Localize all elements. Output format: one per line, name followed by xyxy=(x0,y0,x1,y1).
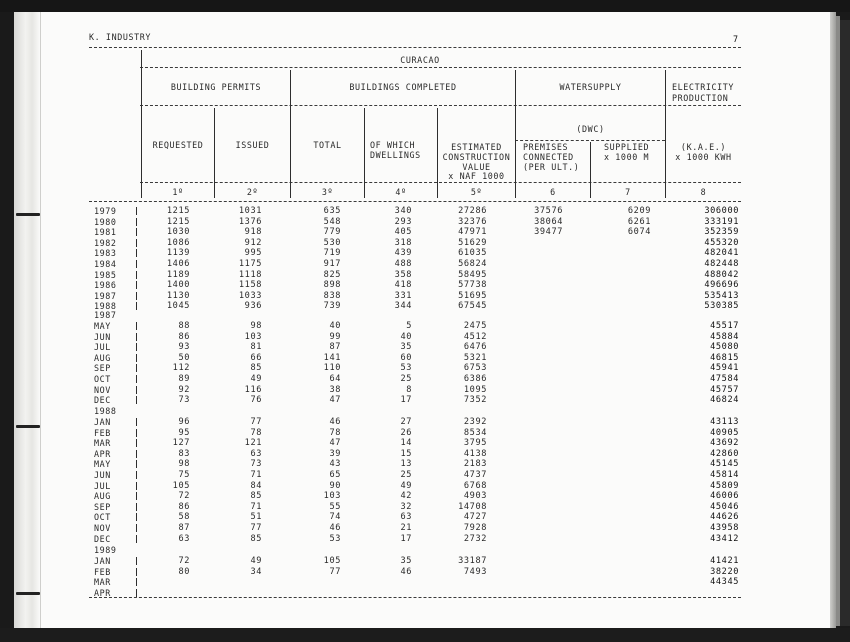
table-cell: 439 xyxy=(394,248,412,259)
scan-top-border xyxy=(0,0,850,12)
table-cell: 26 xyxy=(400,427,412,438)
table-cell: 112 xyxy=(172,363,190,374)
table-cell: 4737 xyxy=(463,470,487,480)
table-cell: 87 xyxy=(329,342,341,353)
row-divider xyxy=(136,589,137,597)
row-label: FEB xyxy=(94,566,111,577)
table-cell: 56824 xyxy=(458,259,487,269)
table-cell: 358 xyxy=(394,269,412,280)
table-cell: 27 xyxy=(400,417,412,427)
table-cell: 63 xyxy=(400,512,412,523)
binder-ring-icon xyxy=(16,425,40,428)
row-label: JUL xyxy=(94,342,111,353)
row-label: 1979 xyxy=(94,206,117,216)
table-cell: 333191 xyxy=(704,216,739,227)
col-number: 2º xyxy=(246,187,259,197)
row-label: OCT xyxy=(94,374,111,384)
row-label: NOV xyxy=(94,384,111,395)
table-cell: 1189 xyxy=(166,269,190,280)
col-header-x1000m: x 1000 M xyxy=(604,152,650,162)
block-year-label: 1987 xyxy=(94,310,117,320)
col-header-dwellings: DWELLINGS xyxy=(370,150,421,160)
table-cell: 8534 xyxy=(463,427,487,438)
row-label: 1982 xyxy=(94,237,117,248)
table-cell: 37576 xyxy=(534,206,563,216)
table-cell: 25 xyxy=(400,374,412,384)
table-cell: 63 xyxy=(178,533,190,544)
table-cell: 405 xyxy=(394,227,412,238)
table-cell: 14 xyxy=(400,438,412,449)
table-cell: 47 xyxy=(329,395,341,406)
table-cell: 78 xyxy=(329,427,341,438)
row-divider xyxy=(136,578,137,586)
scan-bottom-border xyxy=(0,628,850,642)
table-cell: 496696 xyxy=(704,280,739,291)
table-cell: 92 xyxy=(178,384,190,395)
table-cell: 105 xyxy=(323,556,341,566)
table-cell: 6768 xyxy=(463,480,487,491)
group-header-production: PRODUCTION xyxy=(672,93,729,103)
table-cell: 482448 xyxy=(704,259,739,269)
col-header-kae: (K.A.E.) xyxy=(680,142,727,152)
table-cell: 6476 xyxy=(463,342,487,353)
table-cell: 46 xyxy=(329,523,341,533)
table-cell: 1215 xyxy=(166,206,190,216)
table-cell: 50 xyxy=(178,352,190,363)
table-cell: 71 xyxy=(250,470,262,480)
table-cell: 548 xyxy=(323,216,341,227)
table-cell: 49 xyxy=(250,374,262,384)
table-cell: 81 xyxy=(250,342,262,353)
table-cell: 306000 xyxy=(704,206,739,216)
table-cell: 7493 xyxy=(463,566,487,577)
table-cell: 43113 xyxy=(710,417,739,427)
table-cell: 1215 xyxy=(166,216,190,227)
table-cell: 38 xyxy=(329,384,341,395)
table-cell: 42860 xyxy=(710,448,739,459)
row-label: FEB xyxy=(94,427,111,438)
table-cell: 4138 xyxy=(463,448,487,459)
binder-spine xyxy=(14,12,41,628)
table-cell: 58495 xyxy=(458,269,487,280)
table-cell: 1086 xyxy=(166,237,190,248)
table-cell: 1158 xyxy=(238,280,262,291)
table-cell: 42 xyxy=(400,491,412,502)
table-cell: 739 xyxy=(323,301,341,312)
table-cell: 49 xyxy=(250,556,262,566)
table-cell: 49 xyxy=(400,480,412,491)
group-header-building-permits: BUILDING PERMITS xyxy=(170,82,262,92)
table-cell: 6209 xyxy=(627,206,651,216)
row-label: 1984 xyxy=(94,259,117,269)
row-label: DEC xyxy=(94,533,111,544)
table-cell: 530385 xyxy=(704,301,739,312)
table-cell: 89 xyxy=(178,374,190,384)
table-cell: 99 xyxy=(329,331,341,342)
row-label: AUG xyxy=(94,352,111,363)
col-header-connected: CONNECTED xyxy=(523,152,574,162)
table-cell: 46 xyxy=(400,566,412,577)
table-cell: 38220 xyxy=(710,566,739,577)
col-header-issued: ISSUED xyxy=(235,140,270,150)
col-header-supplied: SUPPLIED xyxy=(604,142,650,152)
table-cell: 340 xyxy=(394,206,412,216)
table-cell: 90 xyxy=(329,480,341,491)
col-header-kwh: x 1000 KWH xyxy=(675,152,732,162)
table-cell: 898 xyxy=(323,280,341,291)
table-cell: 87 xyxy=(178,523,190,533)
table-cell: 45814 xyxy=(710,470,739,480)
table-cell: 43692 xyxy=(710,438,739,449)
row-label: SEP xyxy=(94,501,111,512)
row-label: APR xyxy=(94,448,111,459)
table-cell: 78 xyxy=(250,427,262,438)
table-cell: 45757 xyxy=(710,384,739,395)
table-cell: 38064 xyxy=(534,216,563,227)
table-cell: 15 xyxy=(400,448,412,459)
table-cell: 530 xyxy=(323,237,341,248)
table-cell: 60 xyxy=(400,352,412,363)
row-label: MAR xyxy=(94,577,111,588)
table-cell: 77 xyxy=(250,417,262,427)
table-cell: 33187 xyxy=(458,556,487,566)
table-cell: 936 xyxy=(244,301,262,312)
table-cell: 635 xyxy=(323,206,341,216)
table-cell: 64 xyxy=(329,374,341,384)
table-cell: 488 xyxy=(394,259,412,269)
col-number: 1º xyxy=(172,187,184,197)
table-cell: 535413 xyxy=(704,290,739,301)
row-label: 1983 xyxy=(94,248,117,259)
table-cell: 6753 xyxy=(463,363,487,374)
table-cell: 35 xyxy=(400,556,412,566)
row-label: MAY xyxy=(94,321,111,331)
row-label: 1985 xyxy=(94,269,117,280)
table-cell: 1175 xyxy=(238,259,262,269)
table-cell: 44626 xyxy=(710,512,739,523)
col-header-of-which: OF WHICH xyxy=(370,140,416,150)
col-header-value: VALUE xyxy=(462,162,491,172)
table-cell: 76 xyxy=(250,395,262,406)
col-header-requested: REQUESTED xyxy=(152,140,204,150)
table-cell: 39 xyxy=(329,448,341,459)
table-cell: 86 xyxy=(178,331,190,342)
table-cell: 6386 xyxy=(463,374,487,384)
table-cell: 455320 xyxy=(704,237,739,248)
table-cell: 103 xyxy=(323,491,341,502)
column-divider xyxy=(364,108,365,198)
table-cell: 35 xyxy=(400,342,412,353)
table-cell: 51695 xyxy=(458,290,487,301)
table-cell: 917 xyxy=(323,259,341,269)
table-cell: 17 xyxy=(400,395,412,406)
row-label: MAY xyxy=(94,459,111,470)
table-cell: 80 xyxy=(178,566,190,577)
col-number: 6 xyxy=(550,187,556,197)
group-header-buildings-completed: BUILDINGS COMPLETED xyxy=(349,82,457,92)
table-cell: 45080 xyxy=(710,342,739,353)
table-cell: 13 xyxy=(400,459,412,470)
table-cell: 1376 xyxy=(238,216,262,227)
table-cell: 45941 xyxy=(710,363,739,374)
table-cell: 825 xyxy=(323,269,341,280)
table-cell: 75 xyxy=(178,470,190,480)
table-cell: 39477 xyxy=(534,227,563,238)
rule xyxy=(89,47,741,48)
table-cell: 4903 xyxy=(463,491,487,502)
table-cell: 71 xyxy=(250,501,262,512)
table-cell: 4727 xyxy=(463,512,487,523)
col-number: 8 xyxy=(700,187,707,197)
row-label: APR xyxy=(94,587,111,598)
binder-ring-icon xyxy=(16,592,40,595)
table-cell: 85 xyxy=(250,533,262,544)
row-label: 1987 xyxy=(94,290,117,301)
table-cell: 74 xyxy=(329,512,341,523)
table-cell: 63 xyxy=(250,448,262,459)
table-cell: 51 xyxy=(250,512,262,523)
col-number: 7 xyxy=(625,187,631,197)
table-cell: 482041 xyxy=(704,248,739,259)
block-year-label: 1989 xyxy=(94,545,117,555)
row-label: JUL xyxy=(94,480,111,491)
table-cell: 3795 xyxy=(463,438,487,449)
table-cell: 65 xyxy=(329,470,341,480)
table-cell: 17 xyxy=(400,533,412,544)
table-cell: 57738 xyxy=(458,280,487,291)
page-number: 7 xyxy=(733,34,739,44)
table-cell: 53 xyxy=(329,533,341,544)
table-cell: 141 xyxy=(323,352,341,363)
table-cell: 116 xyxy=(244,384,262,395)
table-cell: 995 xyxy=(244,248,262,259)
row-label: JAN xyxy=(94,556,111,566)
rule xyxy=(515,140,665,141)
table-cell: 7352 xyxy=(463,395,487,406)
table-cell: 25 xyxy=(400,470,412,480)
table-cell: 61035 xyxy=(458,248,487,259)
table-cell: 1031 xyxy=(238,206,262,216)
table-cell: 73 xyxy=(250,459,262,470)
table-cell: 1045 xyxy=(166,301,190,312)
table-cell: 110 xyxy=(323,363,341,374)
table-cell: 344 xyxy=(394,301,412,312)
rule xyxy=(140,105,741,106)
table-cell: 84 xyxy=(250,480,262,491)
table-cell: 6074 xyxy=(627,227,651,238)
table-cell: 46 xyxy=(329,417,341,427)
col-header-total: TOTAL xyxy=(313,140,342,150)
table-cell: 8 xyxy=(406,384,412,395)
table-cell: 47584 xyxy=(710,374,739,384)
group-header-watersupply: WATERSUPPLY xyxy=(559,82,622,92)
table-cell: 98 xyxy=(178,459,190,470)
column-divider xyxy=(665,70,666,198)
table-cell: 7928 xyxy=(463,523,487,533)
table-cell: 95 xyxy=(178,427,190,438)
table-cell: 93 xyxy=(178,342,190,353)
row-label: 1980 xyxy=(94,216,117,227)
col-header-estimated: ESTIMATED xyxy=(451,142,502,152)
table-cell: 55 xyxy=(329,501,341,512)
table-cell: 47 xyxy=(329,438,341,449)
table-cell: 719 xyxy=(323,248,341,259)
watersupply-subheader: (DWC) xyxy=(576,124,605,134)
table-cell: 2732 xyxy=(463,533,487,544)
table-cell: 98 xyxy=(250,321,262,331)
table-cell: 46824 xyxy=(710,395,739,406)
table-cell: 5321 xyxy=(463,352,487,363)
table-cell: 418 xyxy=(394,280,412,291)
table-cell: 779 xyxy=(323,227,341,238)
table-cell: 45046 xyxy=(710,501,739,512)
table-cell: 838 xyxy=(323,290,341,301)
table-cell: 1095 xyxy=(463,384,487,395)
table-cell: 43958 xyxy=(710,523,739,533)
table-cell: 912 xyxy=(244,237,262,248)
table-cell: 1130 xyxy=(166,290,190,301)
binder-ring-icon xyxy=(16,213,40,216)
table-cell: 352359 xyxy=(704,227,739,238)
region-header: CURACAO xyxy=(400,55,440,65)
table-cell: 1400 xyxy=(166,280,190,291)
table-cell: 72 xyxy=(178,556,190,566)
table-cell: 44345 xyxy=(710,577,739,588)
table-cell: 83 xyxy=(178,448,190,459)
table-cell: 331 xyxy=(394,290,412,301)
table-cell: 41421 xyxy=(710,556,739,566)
table-cell: 293 xyxy=(394,216,412,227)
table-cell: 2183 xyxy=(463,459,487,470)
col-header-naf: x NAF 1000 xyxy=(448,171,505,181)
table-cell: 103 xyxy=(244,331,262,342)
table-cell: 96 xyxy=(178,417,190,427)
table-cell: 45809 xyxy=(710,480,739,491)
table-cell: 1030 xyxy=(166,227,190,238)
table-cell: 5 xyxy=(406,321,412,331)
table-cell: 45884 xyxy=(710,331,739,342)
table-cell: 105 xyxy=(172,480,190,491)
table-cell: 121 xyxy=(244,438,262,449)
table-cell: 32 xyxy=(400,501,412,512)
table-cell: 66 xyxy=(250,352,262,363)
row-label: OCT xyxy=(94,512,111,523)
table-cell: 88 xyxy=(178,321,190,331)
col-header-per-ult: (PER ULT.) xyxy=(523,162,580,172)
row-label: JUN xyxy=(94,470,111,480)
table-cell: 27286 xyxy=(458,206,487,216)
col-header-premises: PREMISES xyxy=(523,142,569,152)
table-cell: 488042 xyxy=(704,269,739,280)
block-year-label: 1988 xyxy=(94,406,117,416)
table-cell: 58 xyxy=(178,512,190,523)
section-title: K. INDUSTRY xyxy=(89,32,152,42)
table-cell: 21 xyxy=(400,523,412,533)
col-number: 3º xyxy=(321,187,334,197)
rule xyxy=(140,67,741,68)
row-label: 1981 xyxy=(94,227,117,238)
row-label: AUG xyxy=(94,491,111,502)
table-cell: 46006 xyxy=(710,491,739,502)
column-divider xyxy=(141,50,142,198)
row-label: NOV xyxy=(94,523,111,533)
row-label: JUN xyxy=(94,331,111,342)
table-cell: 72 xyxy=(178,491,190,502)
table-cell: 77 xyxy=(329,566,341,577)
table-cell: 2392 xyxy=(463,417,487,427)
table-cell: 47971 xyxy=(458,227,487,238)
column-divider xyxy=(214,108,215,198)
table-cell: 43 xyxy=(329,459,341,470)
table-cell: 1406 xyxy=(166,259,190,269)
table-cell: 14708 xyxy=(458,501,487,512)
row-label: 1988 xyxy=(94,301,117,312)
table-cell: 2475 xyxy=(463,321,487,331)
table-cell: 46815 xyxy=(710,352,739,363)
table-cell: 73 xyxy=(178,395,190,406)
table-cell: 4512 xyxy=(463,331,487,342)
table-cell: 1033 xyxy=(238,290,262,301)
row-label: MAR xyxy=(94,438,111,449)
rule xyxy=(140,182,741,183)
table-cell: 40905 xyxy=(710,427,739,438)
table-cell: 1139 xyxy=(166,248,190,259)
table-cell: 85 xyxy=(250,491,262,502)
table-cell: 45145 xyxy=(710,459,739,470)
table-cell: 53 xyxy=(400,363,412,374)
col-number: 5º xyxy=(470,187,483,197)
group-header-electricity: ELECTRICITY xyxy=(672,82,735,92)
table-cell: 32376 xyxy=(458,216,487,227)
table-cell: 67545 xyxy=(458,301,487,312)
table-cell: 45517 xyxy=(710,321,739,331)
table-cell: 34 xyxy=(250,566,262,577)
table-cell: 40 xyxy=(329,321,341,331)
table-cell: 85 xyxy=(250,363,262,374)
table-cell: 86 xyxy=(178,501,190,512)
table-cell: 51629 xyxy=(458,237,487,248)
row-label: JAN xyxy=(94,417,111,427)
table-cell: 918 xyxy=(244,227,262,238)
table-cell: 1118 xyxy=(238,269,262,280)
table-cell: 318 xyxy=(394,237,412,248)
rule xyxy=(89,597,741,598)
row-label: DEC xyxy=(94,395,111,406)
rule xyxy=(89,201,741,202)
table-cell: 40 xyxy=(400,331,412,342)
row-label: SEP xyxy=(94,363,111,374)
table-cell: 77 xyxy=(250,523,262,533)
table-cell: 43412 xyxy=(710,533,739,544)
col-header-construction: CONSTRUCTION xyxy=(442,152,511,162)
table-cell: 6261 xyxy=(627,216,651,227)
table-cell: 127 xyxy=(172,438,190,449)
col-number: 4º xyxy=(395,187,407,197)
row-label: 1986 xyxy=(94,280,117,291)
page-edge xyxy=(840,20,850,626)
